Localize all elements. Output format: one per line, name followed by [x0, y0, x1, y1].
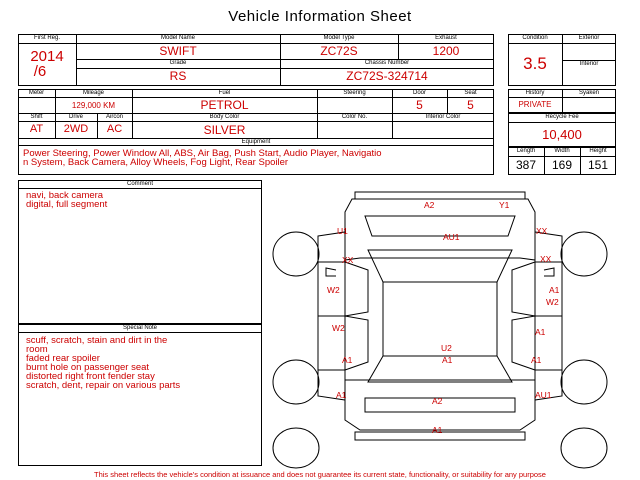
meter-label: Meter [28, 90, 45, 96]
fuel-label: Fuel [218, 90, 231, 96]
rear-left-tyre [273, 360, 319, 404]
sheet-title: Vehicle Information Sheet [228, 8, 412, 25]
door-value: 5 [416, 98, 423, 112]
chassis-label: Chassis Number [364, 60, 410, 66]
chassis-value: ZC72S-324714 [346, 69, 428, 83]
front-bumper-outline [355, 192, 525, 199]
exterior-label: Exterior [578, 35, 600, 41]
exhaust-value: 1200 [432, 44, 460, 58]
interior-color-label: Interior Color [425, 114, 461, 120]
left-front-fender-outline [318, 232, 345, 262]
damage-u2: U2 [441, 343, 452, 353]
damage-xx-top-left: XX [540, 254, 552, 264]
damage-a1-right-3: A1 [531, 355, 542, 365]
rear-window-outline [368, 356, 512, 382]
damage-front-right: Y1 [499, 200, 510, 210]
damage-u1: U1 [337, 226, 348, 236]
spare-right-tyre [561, 428, 607, 468]
damage-au1-right: AU1 [535, 390, 552, 400]
damage-a1-left-3: A1 [342, 355, 353, 365]
damage-a1-right-2: A1 [535, 327, 546, 337]
drive-value: 2WD [63, 123, 89, 135]
condition-value: 3.5 [523, 54, 547, 73]
left-mirror-outline [326, 268, 336, 276]
equipment-line2: n System, Back Camera, Alloy Wheels, Fog Light, Rear Spoiler [23, 157, 289, 168]
damage-w2-left-1: W2 [327, 285, 340, 295]
shift-value: AT [29, 123, 44, 135]
length-value: 387 [515, 158, 537, 172]
width-value: 169 [551, 158, 573, 172]
windshield-outline [368, 250, 512, 282]
grade-value: RS [169, 69, 187, 83]
right-front-window-outline [512, 262, 535, 316]
roof-outline [383, 282, 497, 356]
damage-w2-left-2: W2 [332, 323, 345, 333]
right-mirror-outline [544, 268, 554, 276]
footer-disclaimer: This sheet reflects the vehicle's condition at issuance and does not guarantee its current state, functionality, or suitability for any purpose [94, 470, 546, 479]
aircon-label: Aircon [105, 114, 123, 120]
special-note-text: scuff, scratch, stain and dirt in the room faded rear spoiler burnt hole on passenger seat distorted right front fender stay scratch, dent, repair on various parts [26, 335, 181, 391]
aircon-value: AC [106, 123, 123, 135]
damage-xx-top-right: XX [536, 226, 548, 236]
mileage-value: 129,000 KM [71, 101, 116, 110]
body-color-label: Body Color [209, 114, 240, 120]
color-no-label: Color No. [341, 114, 368, 120]
height-value: 151 [587, 158, 609, 172]
equipment-line1: Power Steering, Power Window All, ABS, Air Bag, Push Start, Audio Player, Navigatio [23, 148, 382, 159]
comment-text: navi, back camera digital, full segment [26, 190, 108, 210]
front-left-tyre [273, 232, 319, 276]
shift-label: Shift [30, 114, 43, 120]
comment-label: Comment [126, 181, 153, 187]
history-label: History [525, 90, 545, 96]
seat-value: 5 [467, 98, 474, 112]
model-type-label: Model Type [323, 35, 355, 41]
first-reg-month: /6 [33, 63, 47, 80]
syaken-label: Syaken [578, 90, 599, 96]
fuel-value: PETROL [200, 98, 249, 112]
body-color-value: SILVER [203, 123, 246, 137]
height-label: Height [589, 148, 607, 154]
damage-w2-right-1: W2 [546, 297, 559, 307]
first-reg-year: 2014 [30, 48, 64, 65]
steering-label: Steering [343, 90, 366, 96]
damage-xx-left: XX [342, 255, 354, 265]
left-front-window-outline [345, 262, 368, 316]
width-label: Width [554, 148, 570, 154]
special-note-label: Special Note [122, 325, 158, 331]
hood-inner-outline [365, 216, 515, 236]
rear-right-tyre [561, 360, 607, 404]
damage-hood: AU1 [443, 232, 460, 242]
model-type-value: ZC72S [320, 44, 358, 58]
damage-a2-rear: A2 [432, 396, 443, 406]
exhaust-label: Exhaust [435, 35, 457, 41]
interior-label: Interior [579, 61, 599, 67]
recycle-fee-label: Recycle Fee [545, 114, 579, 120]
model-name-value: SWIFT [159, 44, 197, 58]
door-label: Door [412, 90, 426, 96]
condition-label: Condition [522, 35, 548, 41]
model-name-label: Model Name [160, 35, 195, 41]
mileage-label: Mileage [82, 90, 104, 96]
front-right-tyre [561, 232, 607, 276]
damage-a1-right-1: A1 [549, 285, 560, 295]
first-reg-label: First Reg. [33, 35, 60, 41]
spare-left-tyre [273, 428, 319, 468]
damage-a1-left-4: A1 [336, 390, 347, 400]
history-value: PRIVATE [518, 100, 552, 109]
equipment-label: Equipment [241, 139, 271, 145]
grade-label: Grade [169, 60, 187, 66]
damage-a1-bumper: A1 [432, 425, 443, 435]
seat-label: Seat [464, 90, 477, 96]
recycle-fee-value: 10,400 [542, 127, 582, 142]
drive-label: Drive [68, 114, 83, 120]
damage-a1-center: A1 [442, 355, 453, 365]
length-label: Length [516, 148, 536, 154]
damage-front-left: A2 [424, 200, 435, 210]
